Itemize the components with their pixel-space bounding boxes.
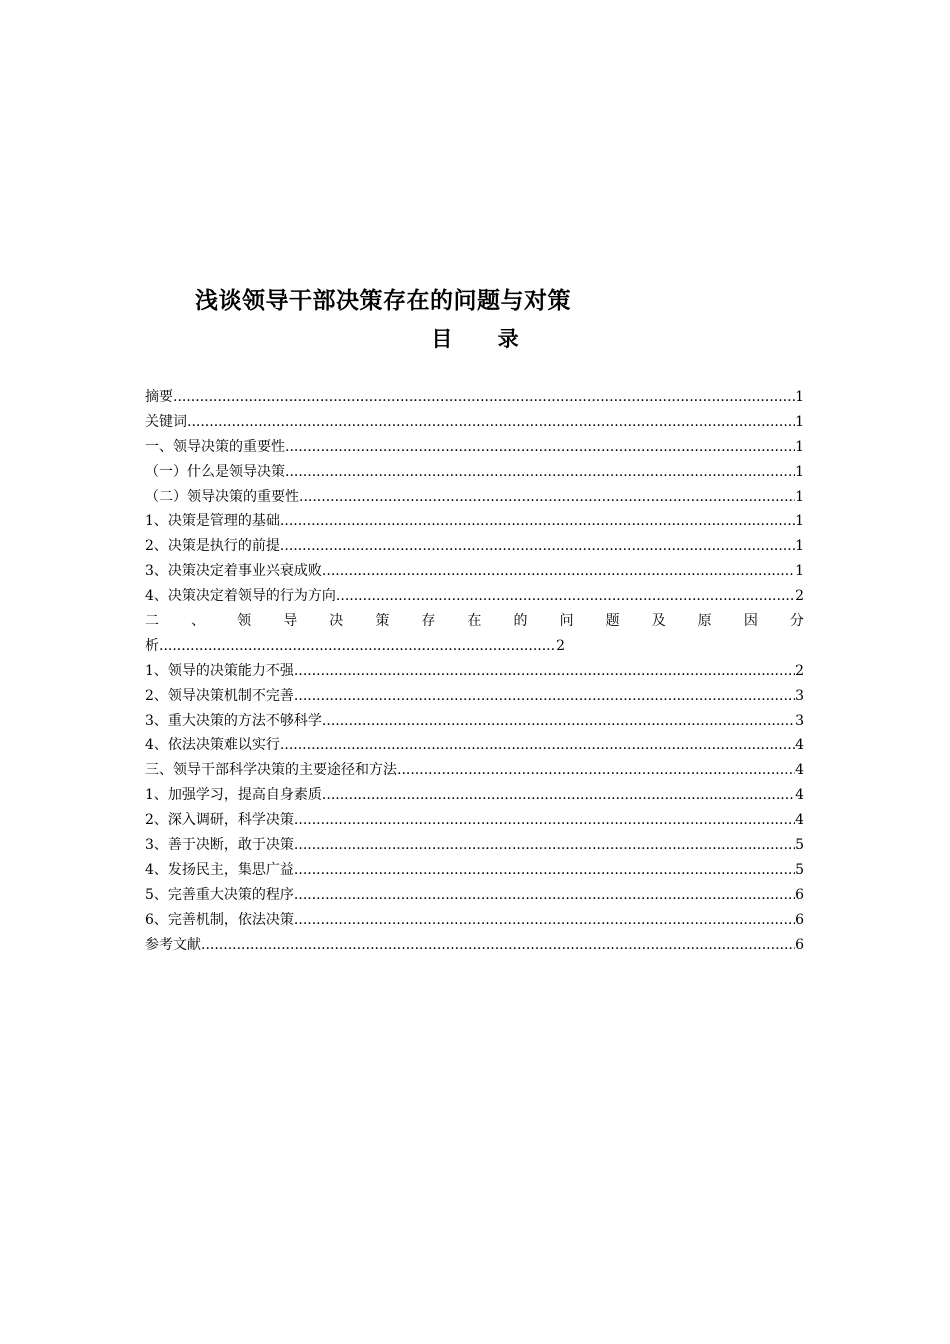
toc-heading [0, 323, 950, 353]
toc-entry-page: 6 [795, 886, 804, 903]
toc-entry-label: 三、领导干部科学决策的主要途径和方法 [145, 762, 397, 779]
toc-entry-label: 6、完善机制，依法决策 [145, 911, 294, 928]
leader-dots [294, 659, 795, 684]
toc-entry-page: 1 [795, 413, 804, 430]
toc-entry-char: 问 [559, 613, 574, 630]
toc-entry[interactable] [145, 758, 804, 783]
toc-entry[interactable] [145, 584, 804, 609]
leader-dots [159, 634, 556, 659]
toc-entry-char: 在 [467, 613, 482, 630]
toc-entry[interactable] [145, 709, 804, 734]
leader-dots [294, 858, 795, 883]
toc-entry-page: 6 [795, 936, 804, 953]
toc-entry-label: 4、发扬民主，集思广益 [145, 861, 294, 878]
toc-entry-char: 题 [605, 613, 620, 630]
toc-entry[interactable] [145, 559, 804, 584]
leader-dots [280, 509, 795, 534]
toc-entry-char: 及 [651, 613, 666, 630]
toc-entry-char: 二 [145, 613, 159, 630]
toc-entry-char: 领 [237, 613, 252, 630]
leader-dots [336, 584, 795, 609]
toc-entry[interactable] [145, 460, 804, 485]
leader-dots [299, 485, 795, 510]
toc-entry-page: 2 [795, 662, 804, 679]
toc-entry-label: 1、领导的决策能力不强 [145, 662, 294, 679]
table-of-contents [145, 385, 804, 957]
toc-entry[interactable] [145, 733, 804, 758]
toc-entry-label: 摘要 [145, 389, 173, 405]
toc-entry[interactable] [145, 684, 804, 709]
toc-entry-page: 5 [795, 837, 804, 854]
leader-dots [285, 460, 795, 485]
toc-entry-justified[interactable] [145, 609, 804, 634]
toc-entry-page: 3 [795, 712, 804, 729]
toc-entry-char: 、 [191, 613, 206, 630]
toc-entry[interactable] [145, 833, 804, 858]
toc-entry-page: 2 [795, 588, 804, 605]
toc-entry-page: 1 [795, 438, 804, 455]
leader-dots [397, 758, 795, 783]
toc-entry-char: 导 [283, 613, 298, 630]
leader-dots [294, 908, 795, 933]
toc-entry-page: 4 [795, 737, 804, 754]
leader-dots [187, 410, 795, 435]
toc-entry[interactable] [145, 808, 804, 833]
toc-entry[interactable] [145, 534, 804, 559]
toc-entry-page: 1 [795, 513, 804, 530]
toc-entry-page: 4 [795, 762, 804, 779]
toc-entry-label: 3、善于决断，敢于决策 [145, 837, 294, 854]
toc-entry-char: 原 [697, 613, 712, 630]
leader-dots [322, 783, 795, 808]
toc-entry-page: 4 [795, 787, 804, 804]
toc-entry-page: 1 [795, 488, 804, 505]
toc-entry-label: 2、决策是执行的前提 [145, 538, 280, 555]
toc-entry-label: （二）领导决策的重要性 [145, 488, 299, 505]
toc-entry-page: 1 [795, 563, 804, 580]
toc-entry-label: 3、重大决策的方法不够科学 [145, 712, 322, 729]
toc-entry[interactable] [145, 783, 804, 808]
toc-entry[interactable] [145, 385, 804, 410]
leader-dots [173, 385, 795, 410]
toc-entry-label: 2、领导决策机制不完善 [145, 687, 294, 704]
toc-entry-label: 5、完善重大决策的程序 [145, 886, 294, 903]
toc-entry-label: 析 [145, 637, 159, 654]
leader-dots [280, 733, 795, 758]
toc-entry-label: （一）什么是领导决策 [145, 463, 285, 480]
toc-entry[interactable] [145, 659, 804, 684]
leader-dots [201, 933, 795, 958]
leader-dots [285, 435, 795, 460]
toc-entry-char: 分 [789, 613, 804, 630]
toc-entry-label: 1、加强学习，提高自身素质 [145, 787, 322, 804]
leader-dots [322, 559, 795, 584]
toc-heading-char-1: 目 [431, 326, 453, 351]
toc-entry-continuation[interactable] [145, 634, 565, 659]
leader-dots [322, 709, 795, 734]
toc-entry-page: 3 [795, 687, 804, 704]
toc-entry[interactable] [145, 485, 804, 510]
toc-entry-page: 2 [556, 637, 565, 654]
toc-entry[interactable] [145, 883, 804, 908]
leader-dots [280, 534, 795, 559]
document-title: 浅谈领导干部决策存在的问题与对策 [195, 287, 571, 314]
leader-dots [294, 883, 795, 908]
toc-entry-char: 因 [743, 613, 758, 630]
toc-entry-label: 参考文献 [145, 936, 201, 953]
toc-entry[interactable] [145, 435, 804, 460]
toc-entry-char: 策 [375, 613, 390, 630]
toc-entry-label: 2、深入调研，科学决策 [145, 812, 294, 829]
toc-entry-label: 4、决策决定着领导的行为方向 [145, 588, 336, 605]
toc-entry-label: 3、决策决定着事业兴衰成败 [145, 563, 322, 580]
toc-entry-char: 存 [421, 613, 436, 630]
toc-entry-char: 的 [513, 613, 528, 630]
leader-dots [294, 808, 795, 833]
toc-entry-page: 5 [795, 861, 804, 878]
toc-entry-label: 1、决策是管理的基础 [145, 513, 280, 530]
leader-dots [294, 684, 795, 709]
toc-entry-page: 1 [795, 389, 804, 405]
toc-entry-page: 1 [795, 463, 804, 480]
leader-dots [294, 833, 795, 858]
toc-entry-label: 4、依法决策难以实行 [145, 737, 280, 754]
toc-entry-page: 1 [795, 538, 804, 555]
toc-entry[interactable] [145, 858, 804, 883]
toc-entry-page: 6 [795, 911, 804, 928]
toc-entry-page: 4 [795, 812, 804, 829]
toc-entry[interactable] [145, 933, 804, 958]
toc-heading-char-2: 录 [497, 326, 519, 351]
toc-entry-char: 决 [329, 613, 344, 630]
toc-entry-label: 关键词 [145, 413, 187, 430]
toc-entry[interactable] [145, 509, 804, 534]
toc-entry[interactable] [145, 908, 804, 933]
toc-entry[interactable] [145, 410, 804, 435]
toc-entry-label: 一、领导决策的重要性 [145, 438, 285, 455]
